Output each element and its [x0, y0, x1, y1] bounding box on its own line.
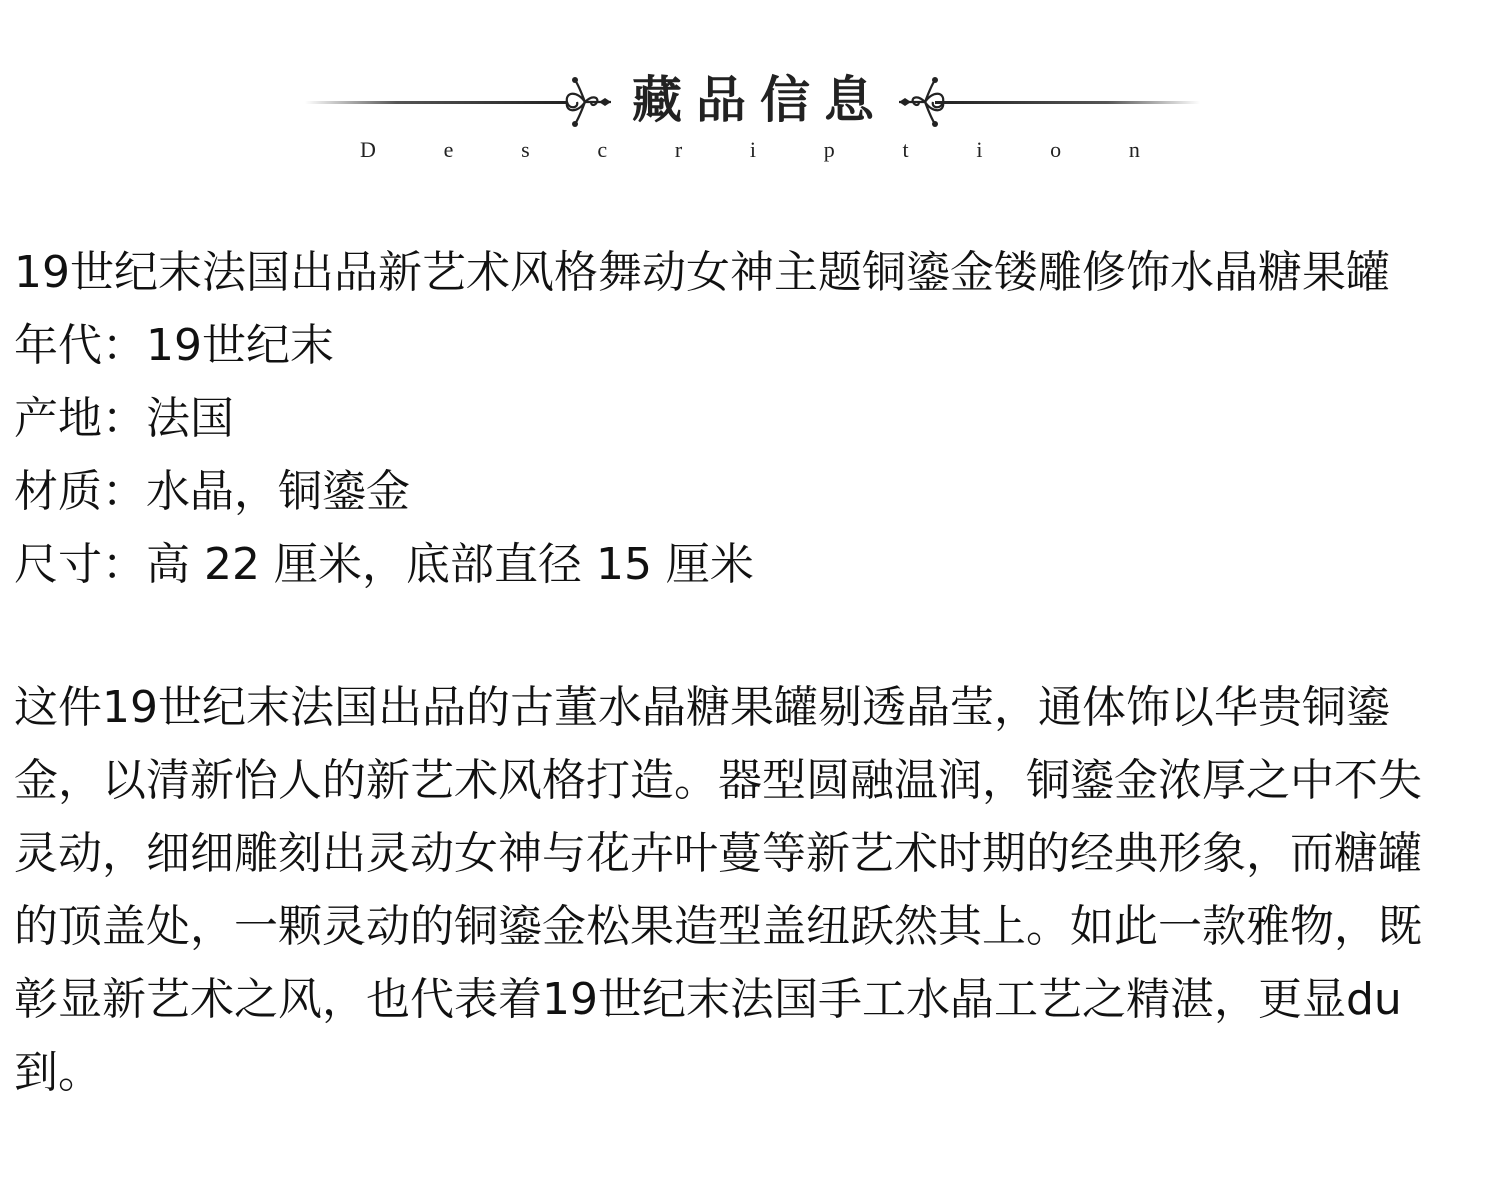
spec-origin	[14, 382, 1459, 455]
subtitle-letter: s	[521, 137, 530, 162]
paragraph-spacer	[14, 601, 1459, 671]
subtitle-letter: D	[360, 137, 376, 162]
subtitle-letter: t	[902, 137, 909, 162]
spec-value: 19世纪末	[146, 320, 334, 371]
spec-label: 尺寸：	[14, 539, 146, 590]
spec-era	[14, 309, 1459, 382]
subtitle-letter: i	[976, 137, 983, 162]
subtitle-letter: c	[597, 137, 608, 162]
subtitle-letter: o	[1050, 137, 1062, 162]
subtitle-letter: e	[443, 137, 454, 162]
section-header	[0, 0, 1500, 180]
section-subtitle	[360, 136, 1140, 164]
spec-label: 产地：	[14, 393, 146, 444]
item-description: 这件19世纪末法国出品的古董水晶糖果罐剔透晶莹，通体饰以华贵铜鎏金，以清新怡人的新艺术风格打造。器型圆融温润，铜鎏金浓厚之中不失灵动，细细雕刻出灵动女神与花卉叶蔓等新艺术时期的经典形象，而糖罐的顶盖处，一颗灵动的铜鎏金松果造型盖纽跃然其上。如此一款雅物，既彰显新艺术之风，也代表着19世纪末法国手工水晶工艺之精湛，更显du到。	[14, 682, 1422, 1098]
spec-value: 高 22 厘米，底部直径 15 厘米	[146, 539, 754, 590]
subtitle-letter: r	[674, 137, 683, 162]
spec-dimensions	[14, 528, 1459, 601]
subtitle-letter: i	[749, 137, 757, 162]
right-divider-line	[935, 101, 1200, 104]
spec-label: 材质：	[14, 466, 146, 517]
subtitle-letter: p	[823, 137, 835, 162]
spec-value: 水晶，铜鎏金	[146, 466, 410, 517]
item-description-block	[14, 236, 1459, 1109]
item-name: 19世纪末法国出品新艺术风格舞动女神主题铜鎏金镂雕修饰水晶糖果罐	[14, 247, 1390, 298]
section-title: 藏品信息	[632, 70, 888, 129]
left-divider-line	[305, 101, 567, 104]
spec-label: 年代：	[14, 320, 146, 371]
subtitle-letter: n	[1128, 137, 1140, 162]
spec-value: 法国	[146, 393, 234, 444]
spec-material	[14, 455, 1459, 528]
left-flourish-icon	[555, 72, 615, 132]
